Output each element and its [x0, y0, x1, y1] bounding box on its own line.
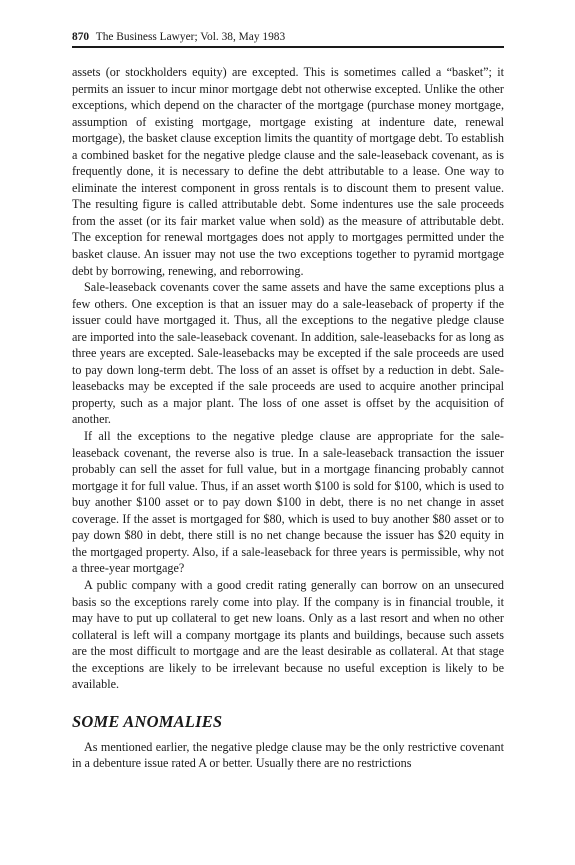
running-title: The Business Lawyer; Vol. 38, May 1983 [95, 31, 286, 43]
running-header [72, 30, 504, 46]
section-heading: SOME ANOMALIES [72, 711, 223, 731]
paragraph: Sale-leaseback covenants cover the same assets and have the same exceptions plus a few others. One exception is that an issuer may do a sale-leaseback of property if the issuer could have mortgaged it. Thus, all the exceptions to the negative pledge clause are imported into the sale-leaseback covenant. In addition, sale-leasebacks for as long as three years are excepted. Sale-leasebacks may be excepted if the sale proceeds are used to pay down long-term debt. The loss of an asset is offset by a reduction in debt. Sale-leasebacks may be excepted if the sale proceeds are used to acquire another principal property, such as a major plant. The loss of one asset is offset by the acquisition of another. [72, 280, 504, 427]
page-number: 870 [72, 31, 90, 43]
paragraph: As mentioned earlier, the negative pledge clause may be the only restrictive covenant in a debenture issue rated A or better. Usually there are no restrictions [72, 739, 504, 771]
document-page [72, 30, 504, 772]
paragraph: If all the exceptions to the negative pledge clause are appropriate for the sale-leaseback covenant, the reverse also is true. In a sale-leaseback transaction the issuer probably can sell the asset for full value, but in a mortgage financing probably cannot mortgage it for full value. Thus, if an asset worth $100 is sold for $100, which is used to buy another $100 asset or to pay down $100 in debt, there is no net change in asset coverage. If the asset is mortgaged for $80, which is used to buy another $80 asset or to pay down $80 in debt, there still is no net change because the issuer has $20 equity in the mortgaged property. Also, if a sale-leaseback for three years is permissible, why not a three-year mortgage? [72, 429, 504, 576]
header-rule [72, 46, 504, 48]
body-text [72, 64, 504, 772]
paragraph-continued: assets (or stockholders equity) are excepted. This is sometimes called a “basket”; it permits an issuer to incur minor mortgage debt not otherwise excepted. Unlike the other exceptions, which depend on the character of the mortgage (purchase money mortgage, assumption of existing mortgage, mortgage existing at indenture date, renewal mortgage), the basket clause exception limits the quantity of mortgage debt. To establish a combined basket for the negative pledge clause and the sale-leaseback covenant, as is frequently done, it is necessary to define the debt attributable to a lease. One way to eliminate the interest component in gross rentals is to discount them to present value. The resulting figure is called attributable debt. Some indentures use the sale proceeds from the asset (or its fair market value when sold) as the measure of attributable debt. The exception for renewal mortgages does not apply to mortgages permitted under the basket clause. An issuer may not use the two exceptions together to pyramid mortgage debt by borrowing, renewing, and reborrowing. [72, 65, 504, 278]
paragraph: A public company with a good credit rating generally can borrow on an unsecured basis so the exceptions rarely come into play. If the company is in financial trouble, it may have to put up collateral to get new loans. Only as a last resort and when no other collateral is left will a company mortgage its plants and buildings, because such assets are the most difficult to mortgage and are the least desirable as collateral. At that stage the exceptions are likely to be irrelevant because no useful exception is likely to be available. [72, 577, 504, 692]
